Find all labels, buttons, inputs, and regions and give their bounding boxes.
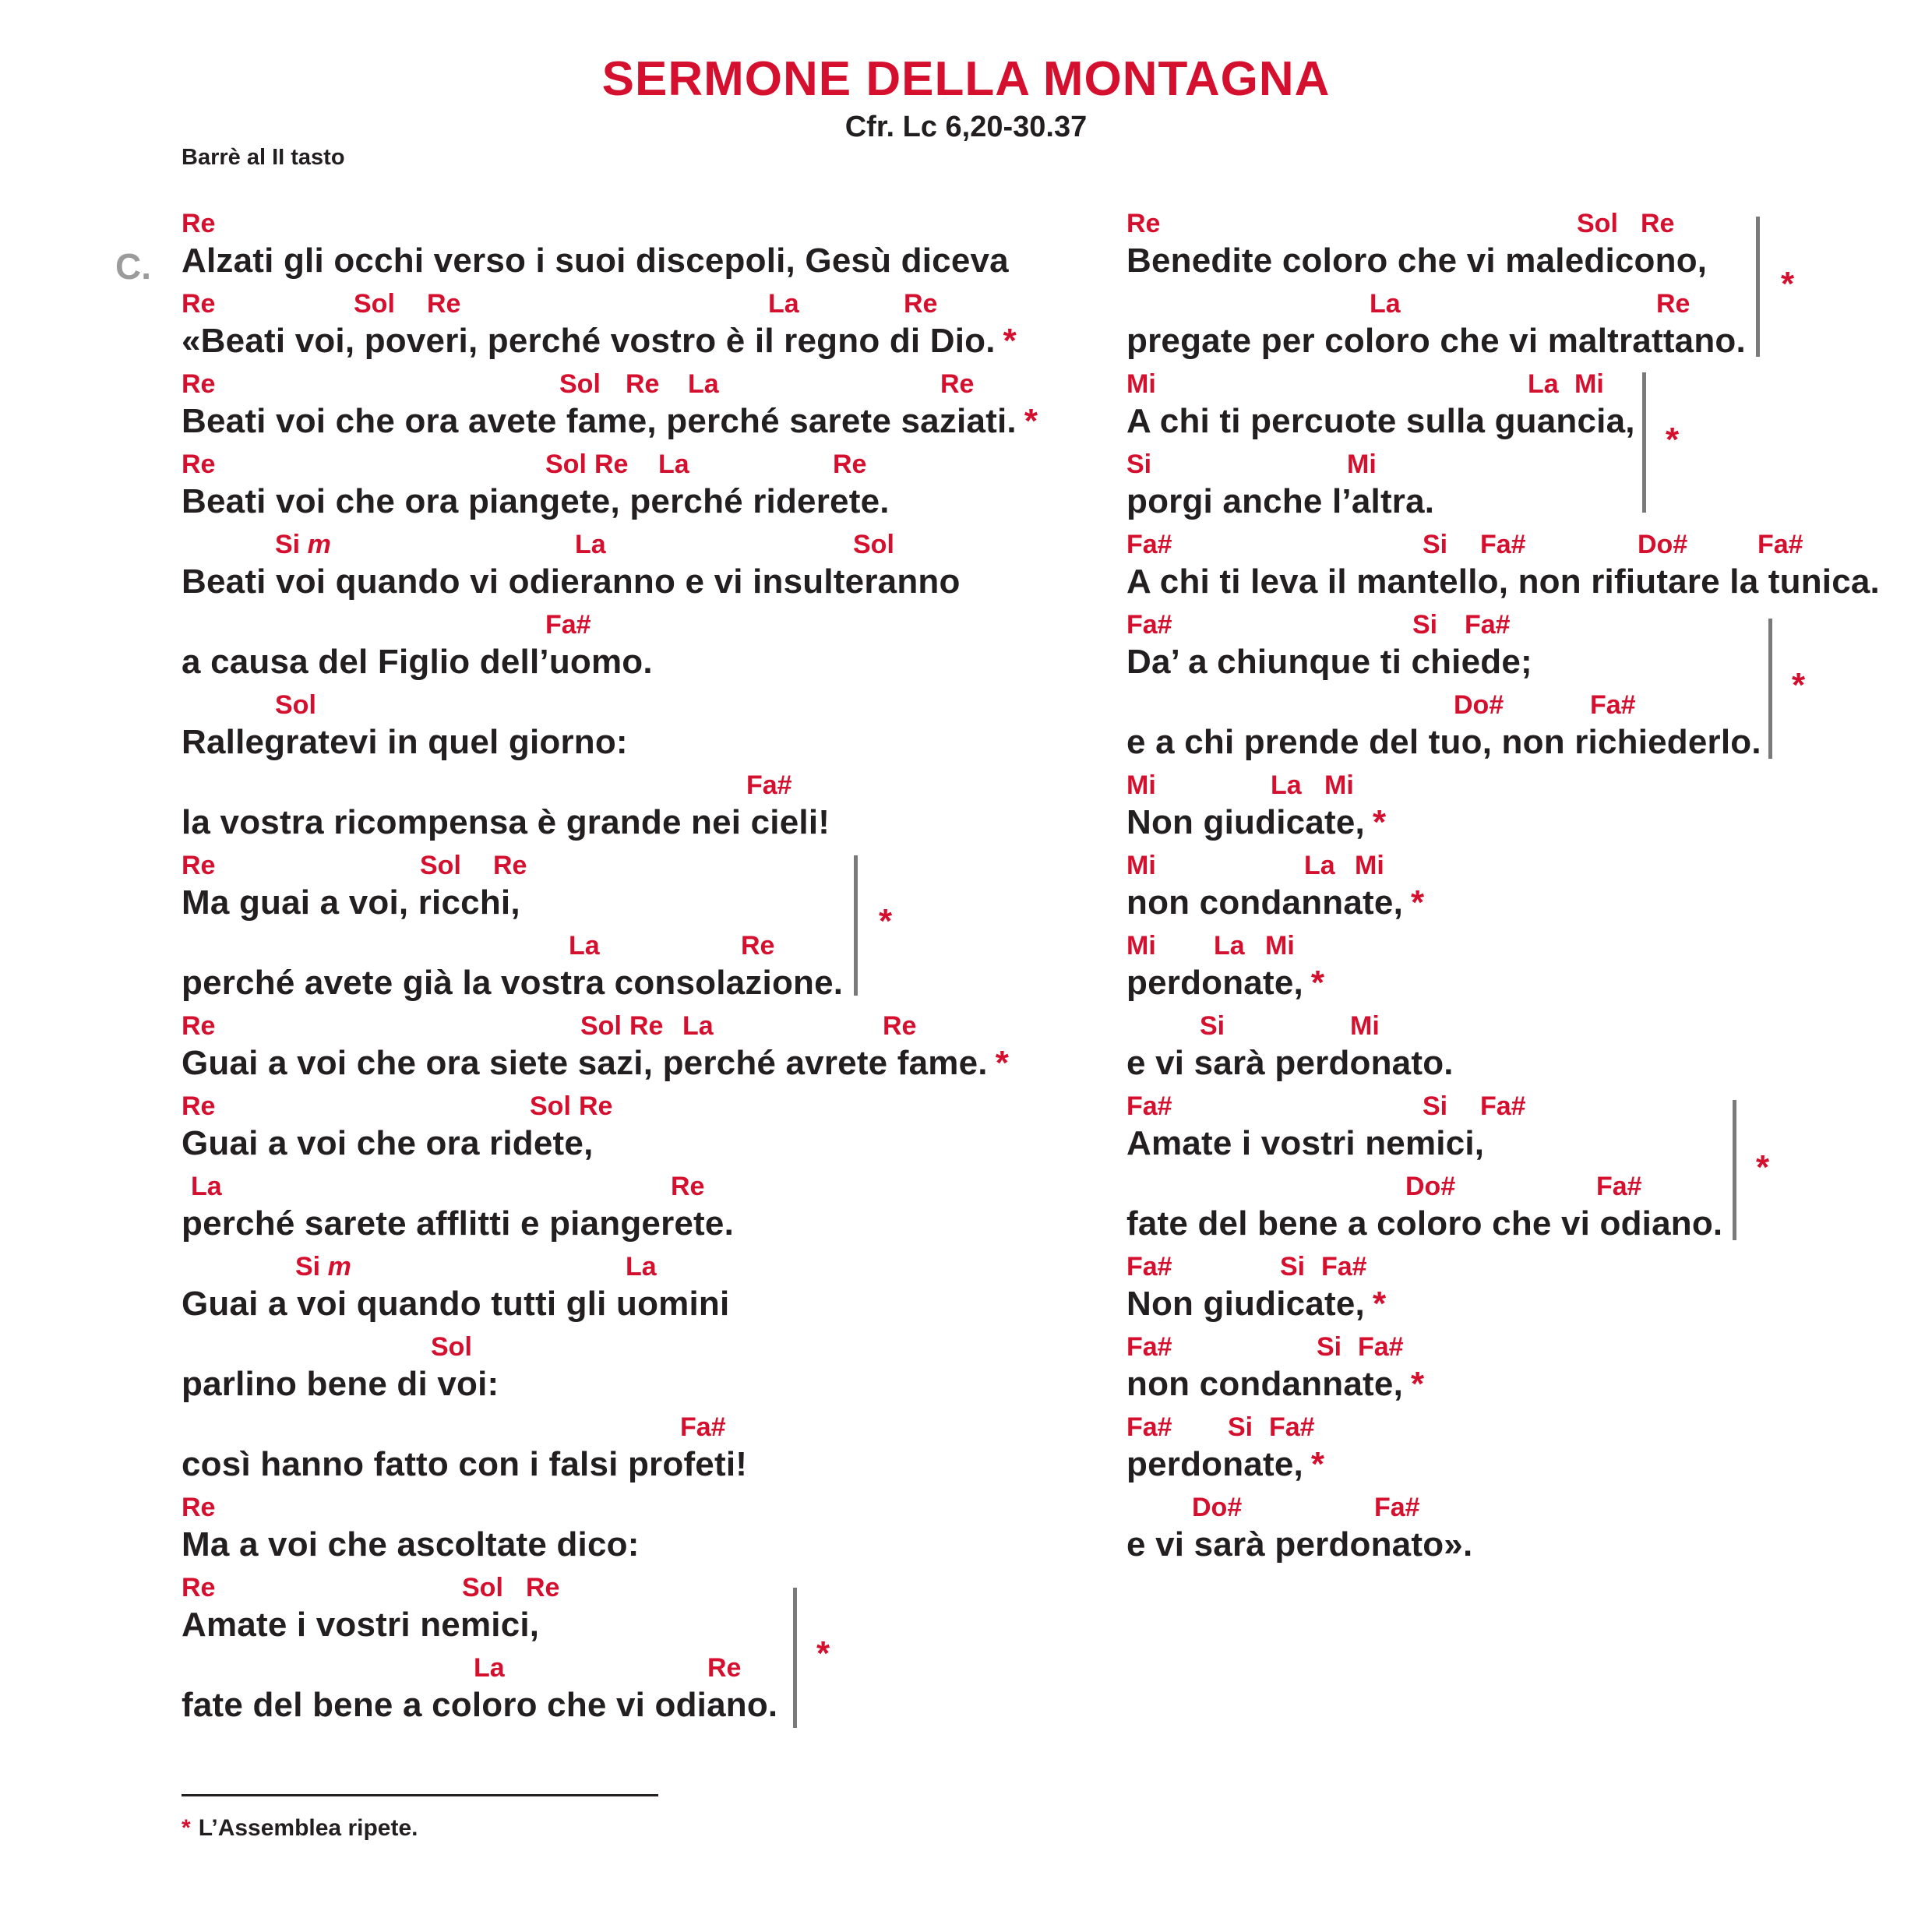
repeat-bracket <box>854 855 858 996</box>
chord: La <box>474 1653 505 1683</box>
chord: Mi <box>1126 770 1156 800</box>
lyric-line: Non giudicate, <box>1126 1285 1365 1323</box>
lyric-text <box>182 1044 1009 1083</box>
lyric-line: Guai a voi quando tutti gli uomini <box>182 1285 730 1323</box>
chord: Fa# <box>545 610 591 640</box>
lyric-text <box>182 1365 499 1404</box>
repeat-asterisk: * <box>1310 1445 1325 1483</box>
chord: La <box>1370 289 1401 319</box>
lyric-text <box>182 322 1017 361</box>
lyric-text <box>182 883 520 922</box>
lyric-line: porgi anche l’altra. <box>1126 482 1435 520</box>
chord: Si <box>1280 1252 1306 1282</box>
chord: La <box>1271 770 1302 800</box>
lyric-text <box>1126 1445 1324 1484</box>
chord: Sol <box>420 851 461 880</box>
lyric-text <box>1126 1204 1722 1243</box>
chord: Fa# <box>1480 530 1526 559</box>
chord: Re <box>526 1573 560 1602</box>
chord: Mi <box>1347 450 1377 479</box>
chord: Si <box>1228 1412 1253 1442</box>
lyric-line: Rallegratevi in quel giorno: <box>182 723 628 761</box>
lyric-text <box>182 1285 729 1324</box>
lyric-line: fate del bene a coloro che vi odiano. <box>182 1686 778 1724</box>
lyric-line: A chi ti percuote sulla guancia, <box>1126 402 1635 440</box>
lyric-text <box>1126 883 1424 922</box>
chord: Re <box>629 1011 664 1041</box>
repeat-asterisk: * <box>1003 322 1017 360</box>
repeat-bracket <box>793 1588 797 1728</box>
repeat-bracket <box>1733 1100 1736 1240</box>
chord: Sol <box>559 369 601 399</box>
lyric-text <box>182 1204 734 1243</box>
lyric-line: parlino bene di voi: <box>182 1365 499 1403</box>
lyric-text <box>1126 1525 1472 1564</box>
chord: Sol <box>853 530 894 559</box>
chord: La <box>1214 931 1245 961</box>
lyric-text <box>182 1124 594 1163</box>
chord: Re <box>707 1653 742 1683</box>
chord: Sol <box>275 690 316 720</box>
lyric-text <box>182 402 1038 441</box>
chord: Sol <box>545 450 587 479</box>
repeat-asterisk: * <box>995 1044 1010 1082</box>
lyric-text <box>182 723 628 762</box>
repeat-asterisk: * <box>1372 1285 1387 1323</box>
chord: Mi <box>1265 931 1295 961</box>
repeat-bracket <box>1642 372 1646 513</box>
chord: Re <box>904 289 938 319</box>
chord: Fa# <box>1269 1412 1315 1442</box>
chord: Re <box>182 1091 216 1121</box>
lyric-line: perdonate, <box>1126 964 1303 1002</box>
lyric-text <box>1126 562 1880 601</box>
chord: La <box>682 1011 714 1041</box>
chord: La <box>658 450 689 479</box>
chord-minor-suffix: m <box>307 530 331 559</box>
chord: Re <box>883 1011 917 1041</box>
lyric-text <box>182 562 961 601</box>
lyric-text <box>1126 1365 1424 1404</box>
lyric-line: Guai a voi che ora ridete, <box>182 1124 594 1162</box>
chord: Sol <box>580 1011 622 1041</box>
chord: Fa# <box>680 1412 726 1442</box>
chord: Re <box>182 1573 216 1602</box>
lyric-text <box>182 1445 747 1484</box>
chord: Fa# <box>1465 610 1511 640</box>
chord: Re <box>182 450 216 479</box>
chord: La <box>1528 369 1559 399</box>
repeat-asterisk: * <box>1310 964 1325 1002</box>
chord: Mi <box>1350 1011 1380 1041</box>
lyric-line: Guai a voi che ora siete sazi, perché avrete fame. <box>182 1044 988 1082</box>
chord: Fa# <box>1126 1252 1172 1282</box>
chord: Fa# <box>1480 1091 1526 1121</box>
chord: Re <box>182 289 216 319</box>
lyric-text <box>182 482 890 521</box>
lyric-line: non condannate, <box>1126 883 1403 922</box>
chord: Re <box>493 851 527 880</box>
lyric-text <box>1126 964 1324 1003</box>
repeat-asterisk: * <box>1372 803 1387 841</box>
lyric-line: perché avete già la vostra consolazione. <box>182 964 844 1002</box>
chord: Re <box>833 450 867 479</box>
chord: Do# <box>1638 530 1688 559</box>
lyric-line: Alzati gli occhi verso i suoi discepoli, Gesù diceva <box>182 242 1009 280</box>
repeat-asterisk: * <box>1411 883 1425 922</box>
lyric-line: Beati voi quando vi odieranno e vi insulteranno <box>182 562 961 601</box>
lyric-text <box>1126 1124 1484 1163</box>
chord: Fa# <box>746 770 792 800</box>
chord: La <box>569 931 600 961</box>
chord: La <box>768 289 799 319</box>
footnote-asterisk: * <box>182 1815 191 1841</box>
lyric-text <box>182 1686 777 1725</box>
chord: Fa# <box>1126 1412 1172 1442</box>
repeat-asterisk: * <box>879 902 893 940</box>
lyric-text <box>1126 1285 1386 1324</box>
repeat-asterisk: * <box>1411 1365 1425 1403</box>
lyric-line: così hanno fatto con i falsi profeti! <box>182 1445 748 1483</box>
chord: La <box>688 369 719 399</box>
lyric-text <box>1126 723 1761 762</box>
lyric-text <box>182 1525 640 1564</box>
lyric-line: «Beati voi, poveri, perché vostro è il regno di Dio. <box>182 322 996 360</box>
chord: Sol <box>1577 209 1618 238</box>
chord: Re <box>594 450 629 479</box>
chord: Re <box>579 1091 613 1121</box>
lyric-line: perdonate, <box>1126 1445 1303 1483</box>
capo-note: Barrè al II tasto <box>182 145 345 170</box>
chord: Si <box>1317 1332 1342 1362</box>
chord: Re <box>182 1011 216 1041</box>
chord: Fa# <box>1358 1332 1404 1362</box>
chord: Si <box>1126 450 1152 479</box>
chord: Sol <box>431 1332 472 1362</box>
lyric-text <box>1126 1044 1454 1083</box>
chord: Fa# <box>1126 530 1172 559</box>
lyric-line: e vi sarà perdonato. <box>1126 1044 1454 1082</box>
lyric-text <box>1126 803 1386 842</box>
footnote-text: L’Assemblea ripete. <box>198 1815 418 1841</box>
lyric-line: a causa del Figlio dell’uomo. <box>182 643 653 681</box>
chord: La <box>626 1252 657 1282</box>
scripture-reference: Cfr. Lc 6,20-30.37 <box>844 111 1088 143</box>
lyric-text <box>1126 322 1746 361</box>
chord: Re <box>1126 209 1161 238</box>
footnote <box>182 1815 418 1842</box>
chord: Re <box>1656 289 1690 319</box>
chord: Do# <box>1454 690 1504 720</box>
lyric-line: Ma a voi che ascoltate dico: <box>182 1525 640 1564</box>
chord: Re <box>427 289 461 319</box>
lyric-text <box>1126 482 1434 521</box>
chord: Mi <box>1126 369 1156 399</box>
chord: Re <box>182 1493 216 1522</box>
chord: Fa# <box>1126 1091 1172 1121</box>
lyric-line: Amate i vostri nemici, <box>182 1606 540 1644</box>
lyric-line: Amate i vostri nemici, <box>1126 1124 1485 1162</box>
chord: Si <box>1423 1091 1448 1121</box>
repeat-asterisk: * <box>1024 402 1038 440</box>
chord: Sol <box>462 1573 503 1602</box>
chord: Fa# <box>1596 1172 1642 1201</box>
footnote-divider <box>182 1794 658 1796</box>
chord-minor-suffix: m <box>327 1252 351 1282</box>
chord: Re <box>626 369 660 399</box>
chord: Re <box>940 369 975 399</box>
lyric-line: Beati voi che ora avete fame, perché sarete saziati. <box>182 402 1017 440</box>
repeat-asterisk: * <box>1792 666 1806 704</box>
chord: Fa# <box>1374 1493 1420 1522</box>
chord: Mi <box>1355 851 1384 880</box>
chord: Si <box>1412 610 1438 640</box>
lyric-text <box>182 1606 539 1645</box>
repeat-asterisk: * <box>1781 265 1795 303</box>
chord: Re <box>182 369 216 399</box>
chord: Sol <box>530 1091 571 1121</box>
chord: Fa# <box>1126 1332 1172 1362</box>
chord: La <box>191 1172 222 1201</box>
lyric-text <box>1126 242 1707 280</box>
chord: Si m <box>295 1252 351 1282</box>
chord: Re <box>182 851 216 880</box>
lyric-line: Da’ a chiunque ti chiede; <box>1126 643 1532 681</box>
chord: Si <box>1200 1011 1225 1041</box>
chord: Sol <box>354 289 395 319</box>
chord: Mi <box>1324 770 1354 800</box>
chord: Do# <box>1405 1172 1456 1201</box>
chord: Mi <box>1126 851 1156 880</box>
chord: Re <box>182 209 216 238</box>
lyric-line: pregate per coloro che vi maltrattano. <box>1126 322 1746 360</box>
lyric-line: fate del bene a coloro che vi odiano. <box>1126 1204 1723 1243</box>
lyric-line: Ma guai a voi, ricchi, <box>182 883 520 922</box>
lyric-text <box>1126 643 1532 682</box>
chord: Si m <box>275 530 331 559</box>
chord: Fa# <box>1126 610 1172 640</box>
chord: Si <box>1423 530 1448 559</box>
part-marker: C. <box>115 246 151 287</box>
lyric-line: A chi ti leva il mantello, non rifiutare la tunica. <box>1126 562 1880 601</box>
chord: Fa# <box>1590 690 1636 720</box>
lyric-line: e vi sarà perdonato». <box>1126 1525 1473 1564</box>
lyric-line: Non giudicate, <box>1126 803 1365 841</box>
chord: Re <box>671 1172 705 1201</box>
lyric-line: non condannate, <box>1126 1365 1403 1403</box>
repeat-bracket <box>1756 217 1760 357</box>
lyric-text <box>182 964 843 1003</box>
chord: Fa# <box>1321 1252 1367 1282</box>
chord: Do# <box>1192 1493 1243 1522</box>
lyric-text <box>182 242 1009 280</box>
lyric-line: e a chi prende del tuo, non richiederlo. <box>1126 723 1761 761</box>
chord: La <box>575 530 606 559</box>
lyric-text <box>182 643 653 682</box>
chord: Re <box>1641 209 1675 238</box>
lyric-line: la vostra ricompensa è grande nei cieli! <box>182 803 830 841</box>
chord: La <box>1304 851 1335 880</box>
chord: Fa# <box>1757 530 1803 559</box>
repeat-asterisk: * <box>816 1634 830 1673</box>
lyric-text <box>182 803 830 842</box>
lyric-line: Beati voi che ora piangete, perché riderete. <box>182 482 890 520</box>
chord: Re <box>741 931 775 961</box>
chord: Mi <box>1126 931 1156 961</box>
repeat-asterisk: * <box>1756 1148 1770 1186</box>
repeat-bracket <box>1768 619 1772 759</box>
chord: Mi <box>1574 369 1604 399</box>
song-title: SERMONE DELLA MONTAGNA <box>601 52 1331 106</box>
lyric-text <box>1126 402 1635 441</box>
lyric-line: perché sarete afflitti e piangerete. <box>182 1204 735 1243</box>
lyric-line: Benedite coloro che vi maledicono, <box>1126 242 1708 280</box>
repeat-asterisk: * <box>1666 421 1680 459</box>
